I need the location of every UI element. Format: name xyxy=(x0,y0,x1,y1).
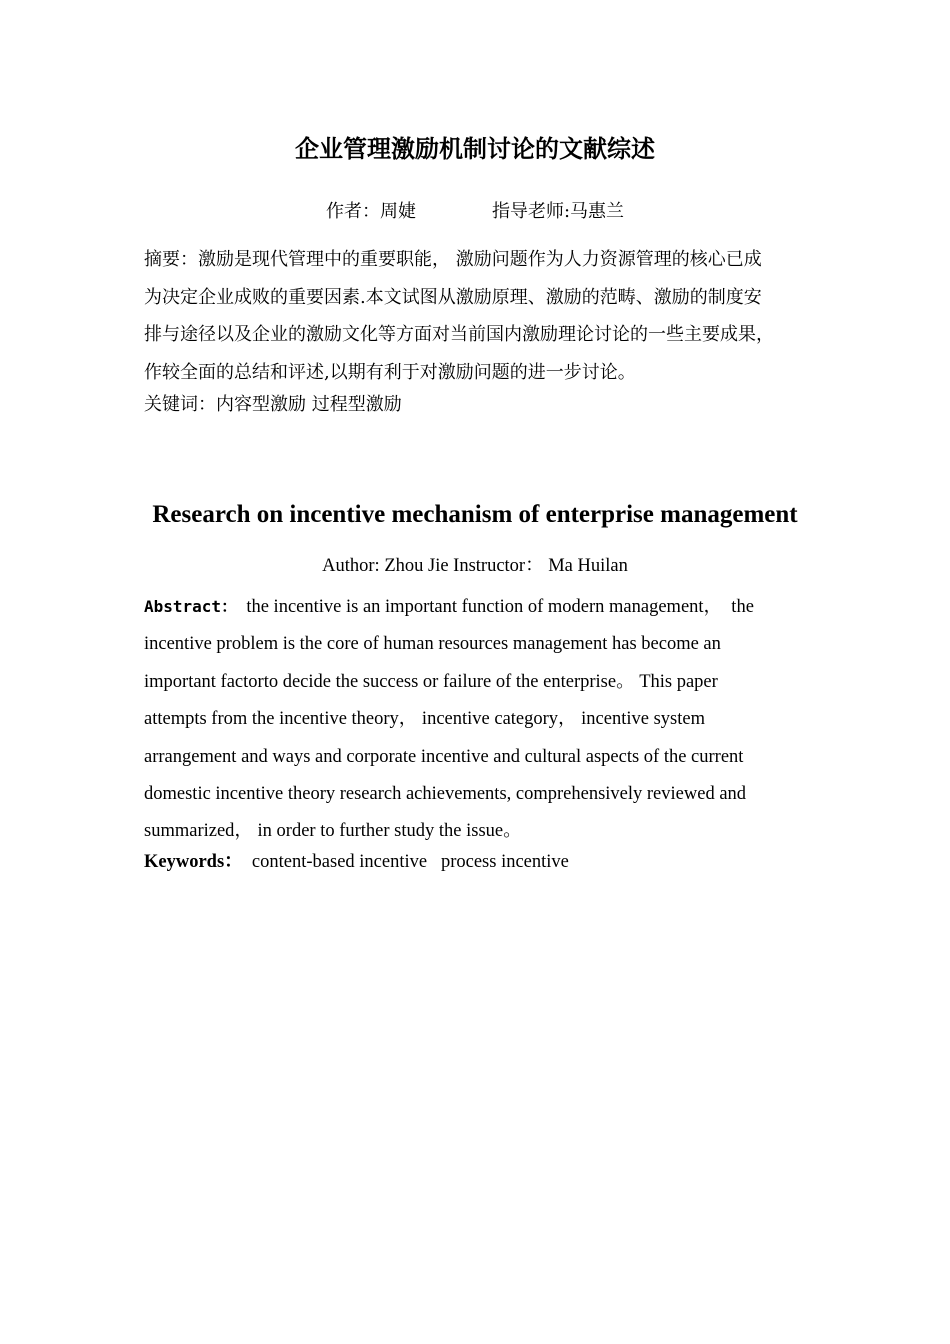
english-author-line: Author: Zhou Jie Instructor： Ma Huilan xyxy=(322,556,628,576)
english-abstract xyxy=(144,588,804,851)
english-keywords-text: content-based incentive process incentive xyxy=(242,852,569,872)
english-abstract-line: incentive problem is the core of human resources management has become an xyxy=(144,634,721,655)
english-abstract-line: summarized， in order to further study the issue。 xyxy=(144,821,522,842)
chinese-abstract-label: 摘要： xyxy=(144,249,198,270)
chinese-abstract-line: 排与途径以及企业的激励文化等方面对当前国内激励理论讨论的一些主要成果， xyxy=(144,324,774,345)
chinese-keywords-text: 内容型激励 过程型激励 xyxy=(216,394,402,415)
chinese-abstract-line: 作较全面的总结和评述,以期有利于对激励问题的进一步讨论。 xyxy=(144,361,636,383)
chinese-abstract xyxy=(144,241,824,391)
english-keywords xyxy=(144,848,824,876)
chinese-abstract-line xyxy=(144,241,824,279)
english-abstract-line: domestic incentive theory research achievements, comprehensively reviewed and xyxy=(144,784,747,805)
chinese-keywords-label: 关键词： xyxy=(144,394,216,415)
english-abstract-line: attempts from the incentive theory， incentive category， incentive system xyxy=(144,709,705,730)
english-title: Research on incentive mechanism of enterprise management xyxy=(152,501,798,528)
english-abstract-label: Abstract： xyxy=(144,597,238,616)
english-abstract-line: arrangement and ways and corporate incentive and cultural aspects of the current xyxy=(144,746,744,767)
chinese-author: 作者：周婕 xyxy=(325,201,416,222)
chinese-instructor: 指导老师:马惠兰 xyxy=(491,201,625,222)
english-abstract-line: important factorto decide the success or failure of the enterprise。 This paper xyxy=(144,671,718,692)
chinese-abstract-text: 激励是现代管理中的重要职能， 激励问题作为人力资源管理的核心已成 xyxy=(198,249,762,270)
english-abstract-line xyxy=(144,588,804,626)
english-abstract-text: the incentive is an important function of modern management， the xyxy=(237,597,754,617)
chinese-title: 企业管理激励机制讨论的文献综述 xyxy=(295,135,655,163)
chinese-author-line xyxy=(0,199,950,225)
chinese-keywords xyxy=(144,391,824,419)
chinese-abstract-line: 为决定企业成败的重要因素.本文试图从激励原理、激励的范畴、激励的制度安 xyxy=(144,286,762,308)
english-keywords-label: Keywords： xyxy=(144,852,243,872)
